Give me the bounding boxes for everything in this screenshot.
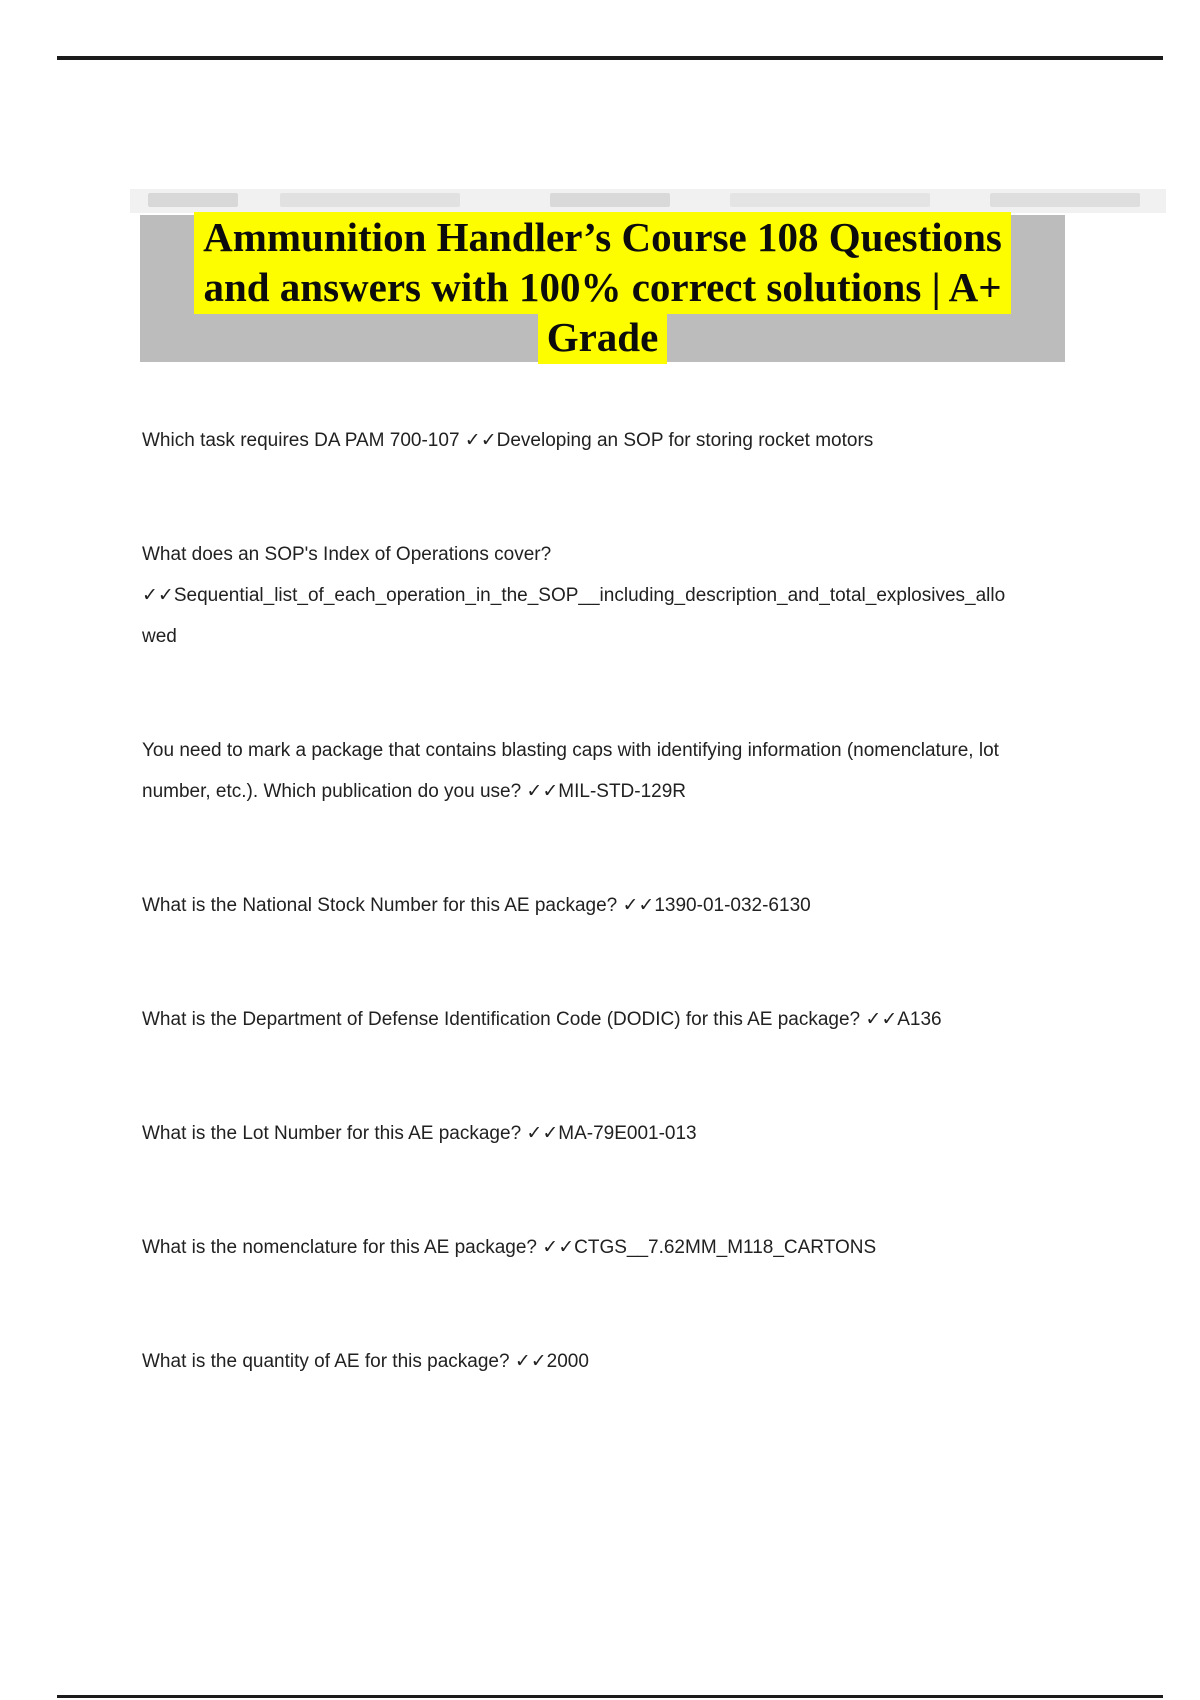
qa-item [142, 730, 1152, 812]
artifact-smudge [990, 193, 1140, 207]
qa-item [142, 1227, 1152, 1268]
qa-line: What is the National Stock Number for this AE package? ✓✓1390-01-032-6130 [142, 895, 811, 916]
artifact-smudge [280, 193, 460, 207]
artifact-smudge [148, 193, 238, 207]
qa-item [142, 999, 1152, 1040]
qa-line: wed [142, 626, 177, 647]
qa-line: number, etc.). Which publication do you use? ✓✓MIL-STD-129R [142, 781, 687, 802]
qa-line: What is the nomenclature for this AE package? ✓✓CTGS__7.62MM_M118_CARTONS [142, 1237, 877, 1258]
qa-line: What is the quantity of AE for this package? ✓✓2000 [142, 1351, 589, 1372]
qa-line: What is the Lot Number for this AE package? ✓✓MA-79E001-013 [142, 1123, 697, 1144]
title-line-1 [140, 212, 1065, 262]
artifact-smudge [730, 193, 930, 207]
qa-item [142, 885, 1152, 926]
qa-list [142, 420, 1152, 1455]
artifact-band [130, 189, 1166, 213]
qa-item [142, 420, 1152, 461]
qa-line: You need to mark a package that contains blasting caps with identifying information (nomenclature, lot [142, 740, 999, 761]
artifact-smudge [550, 193, 670, 207]
qa-line: What does an SOP's Index of Operations cover? [142, 544, 552, 565]
qa-item [142, 534, 1152, 657]
qa-line: Which task requires DA PAM 700-107 ✓✓Developing an SOP for storing rocket motors [142, 430, 874, 451]
title-highlight: and answers with 100% correct solutions | A+ [194, 262, 1010, 314]
qa-item [142, 1113, 1152, 1154]
title-highlight: Grade [538, 312, 668, 364]
title-line-3 [140, 312, 1065, 362]
bottom-rule [57, 1695, 1163, 1698]
top-rule [57, 56, 1163, 60]
qa-line: What is the Department of Defense Identification Code (DODIC) for this AE package? ✓✓A136 [142, 1009, 942, 1030]
qa-item [142, 1341, 1152, 1382]
document-title [140, 212, 1065, 362]
title-line-2 [140, 262, 1065, 312]
title-highlight: Ammunition Handler’s Course 108 Questions [194, 212, 1011, 264]
qa-line: ✓✓Sequential_list_of_each_operation_in_the_SOP__including_description_and_total_explosives_allo [142, 585, 1006, 606]
